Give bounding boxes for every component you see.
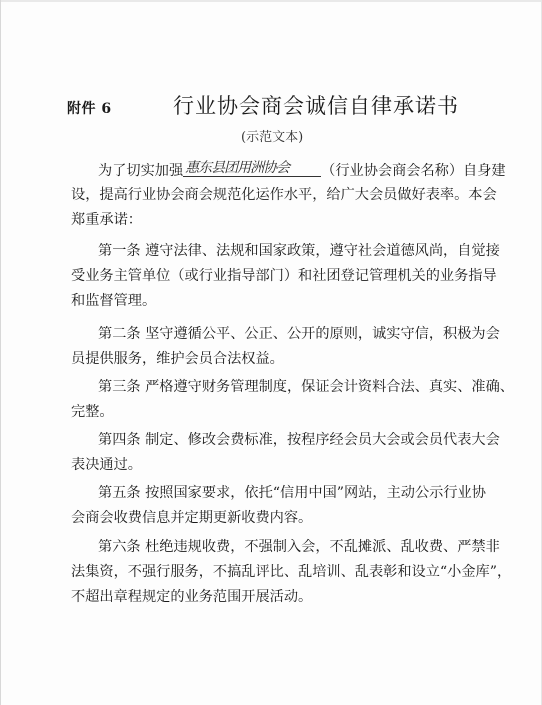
article-line: 和监督管理。	[71, 293, 157, 309]
attachment-label: 附件 6	[67, 101, 112, 117]
article-line: 完整。	[71, 404, 114, 420]
article-6	[71, 535, 511, 610]
article-line: 第四条 制定、修改会费标准，按程序经会员大会或会员代表大会	[98, 432, 500, 448]
article-1	[71, 239, 511, 314]
article-line: 会商会收费信息并定期更新收费内容。	[71, 510, 313, 526]
page-top-edge	[1, 0, 541, 2]
article-4	[71, 428, 511, 478]
article-line: 第六条 杜绝违规收费，不强制入会，不乱摊派、乱收费、严禁非	[98, 539, 500, 555]
intro-line-1	[71, 158, 511, 183]
article-line: 表决通过。	[71, 457, 142, 473]
intro-line-2: 设，提高行业协会商会规范化运作水平，给广大会员做好表率。本会	[71, 187, 497, 203]
article-line: 不超出章程规定的业务范围开展活动。	[71, 589, 313, 605]
intro-line-3: 郑重承诺：	[71, 212, 142, 228]
handwritten-organization-name: 惠东县团用洲协会	[185, 160, 290, 176]
article-line: 受业务主管单位（或行业指导部门）和社团登记管理机关的业务指导	[71, 268, 497, 284]
article-line: 第一条 遵守法律、法规和国家政策，遵守社会道德风尚，自觉接	[98, 243, 500, 259]
article-line: 法集资，不强行服务，不搞乱评比、乱培训、乱表彰和设立“小金库”，	[71, 564, 512, 580]
article-line: 第二条 坚守遵循公平、公正、公开的原则，诚实守信，积极为会	[98, 326, 500, 342]
article-5	[71, 481, 511, 531]
article-line: 员提供服务，维护会员合法权益。	[71, 351, 284, 367]
document-subtitle: (示范文本)	[241, 130, 304, 145]
article-3	[71, 375, 514, 425]
intro-suffix: （行业协会商会名称）自身建	[321, 163, 506, 179]
intro-prefix: 为了切实加强	[98, 163, 184, 179]
article-line: 第五条 按照国家要求，依托“信用中国”网站，主动公示行业协	[98, 485, 486, 501]
intro-paragraph	[71, 158, 511, 233]
article-line: 第三条 严格遵守财务管理制度，保证会计资料合法、真实、准确、	[98, 379, 514, 395]
article-2	[71, 322, 511, 372]
organization-name-field	[183, 158, 321, 177]
document-title: 行业协会商会诚信自律承诺书	[173, 94, 459, 118]
